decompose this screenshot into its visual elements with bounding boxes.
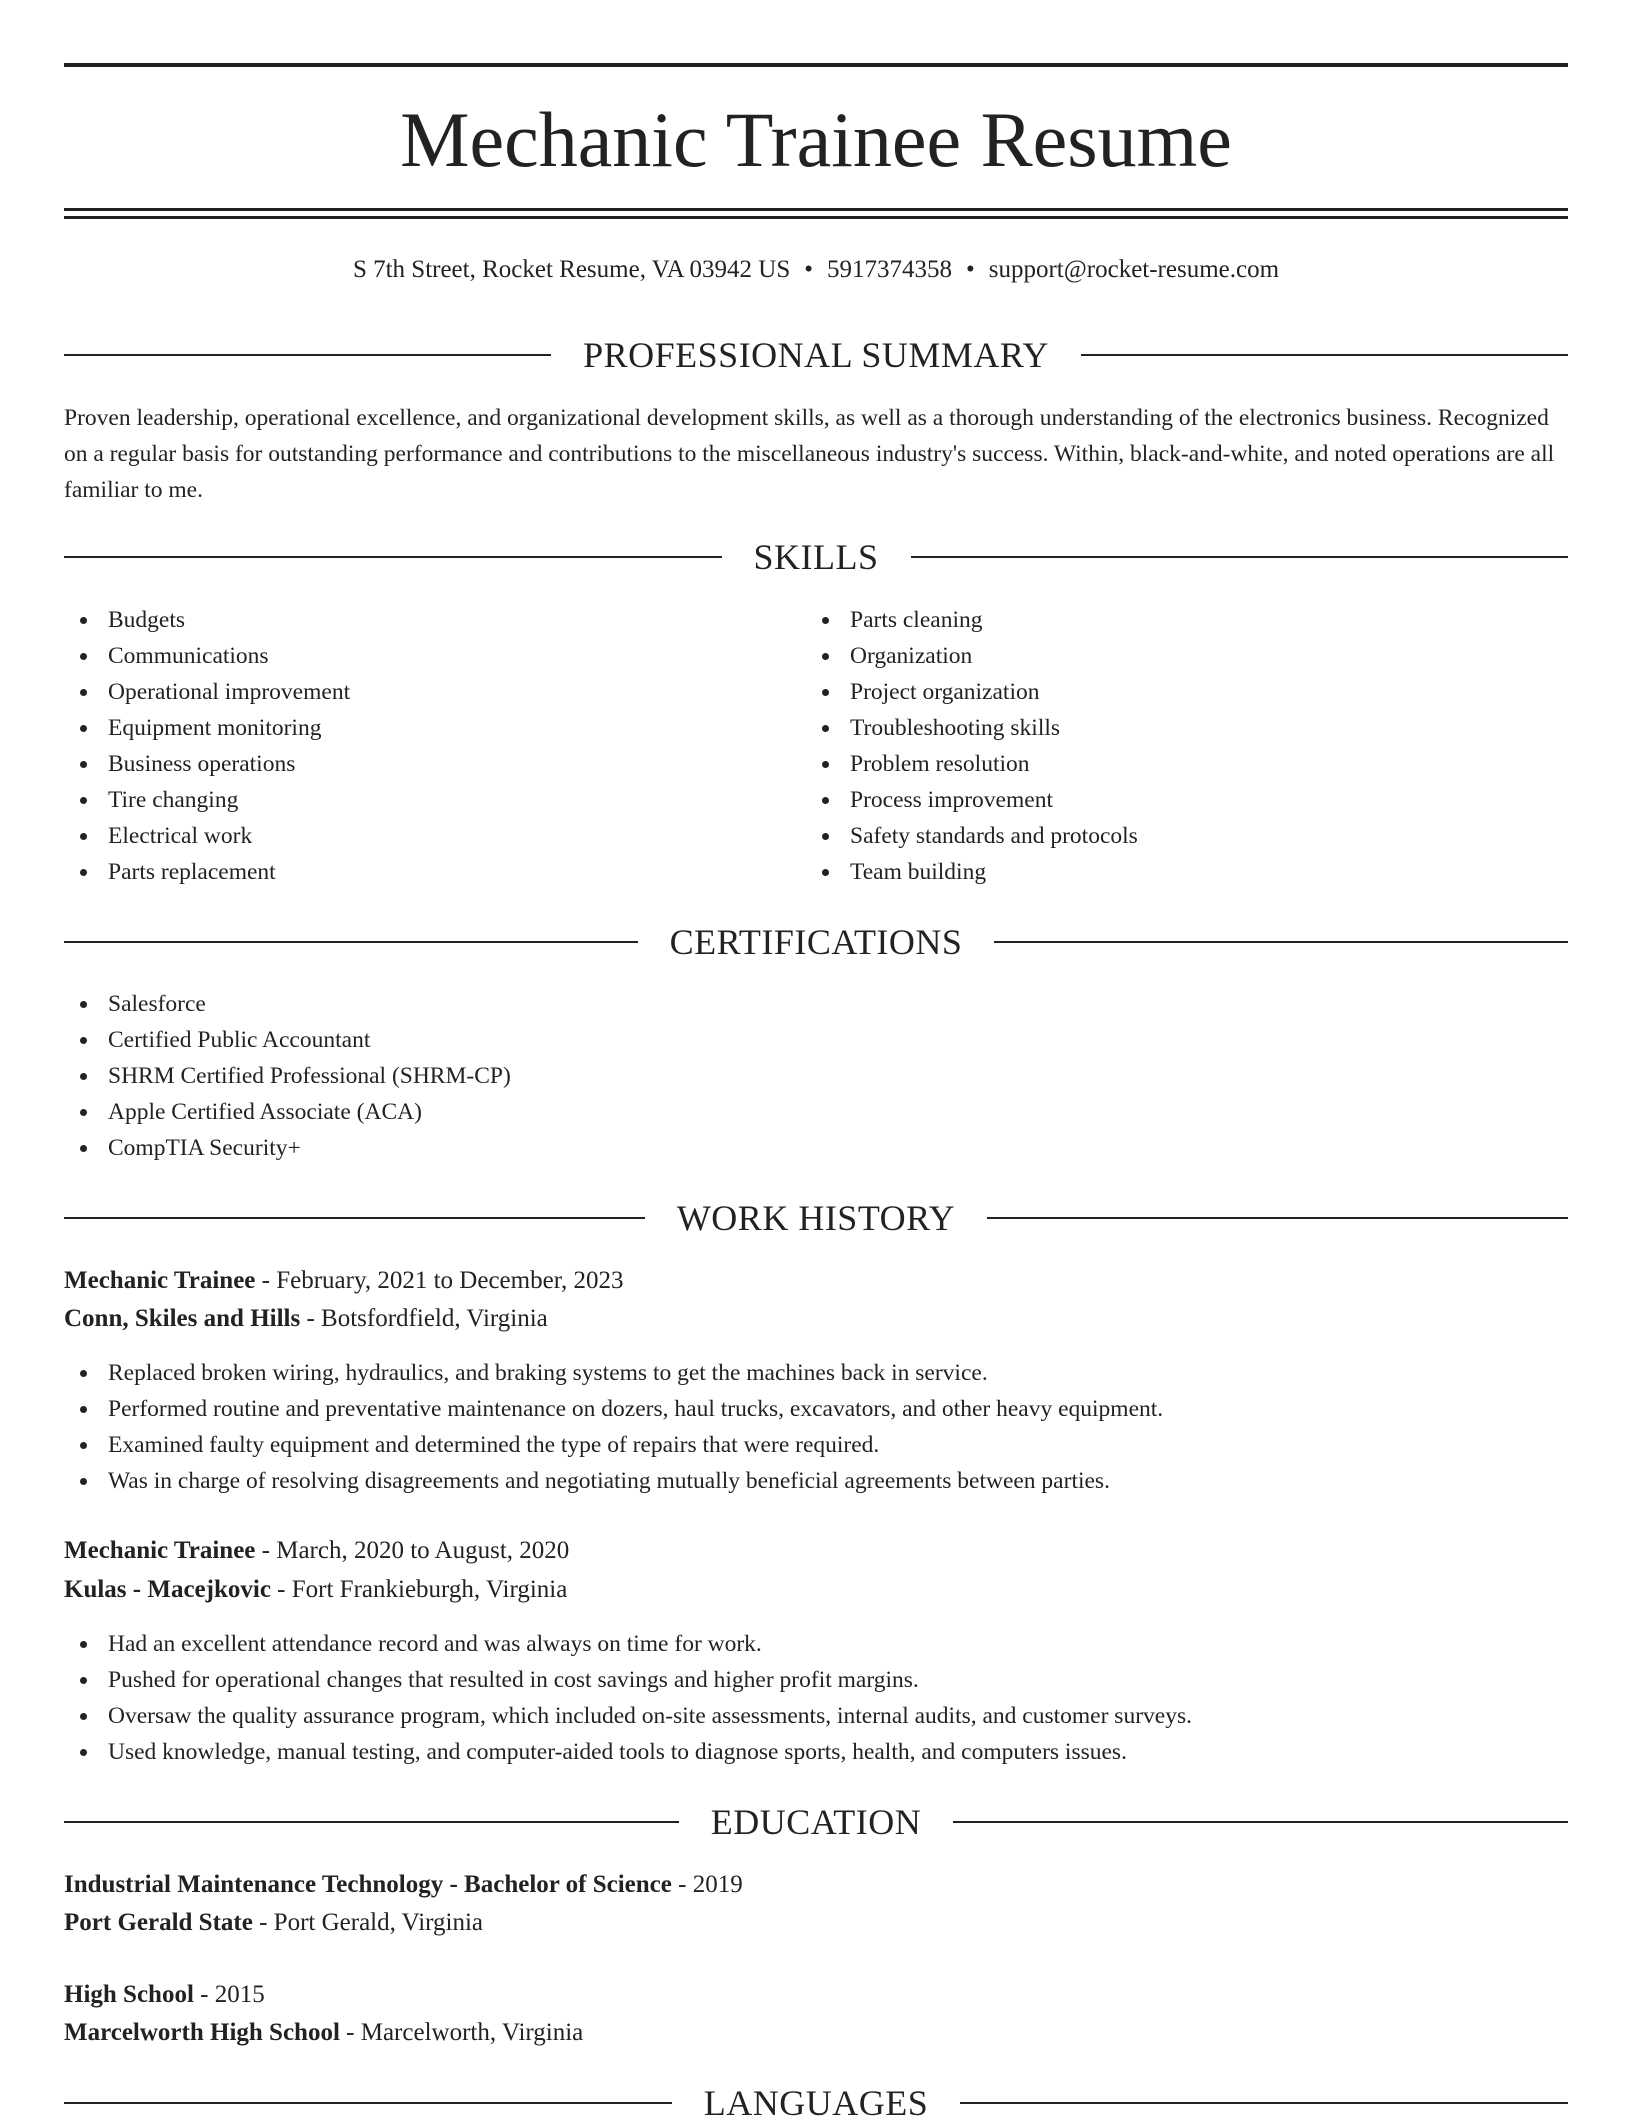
skills-list-right [806, 602, 1138, 890]
skill-item: Budgets [64, 602, 350, 638]
dash: - [252, 1909, 274, 1936]
resume-title: Mechanic Trainee Resume [400, 96, 1232, 183]
heading-rule [64, 941, 638, 943]
certification-item: Salesforce [64, 986, 511, 1022]
contact-phone: 5917374358 [826, 256, 952, 283]
summary-text: Proven leadership, operational excellence, and organizational development skills, as well as a thorough understanding of the electronics business. Recognized on a regular basis for outstanding performance and contributions to the miscellaneous industry's success. Within, black-and-white, and noted operations are all familiar to me. [64, 405, 1555, 503]
skill-item: Equipment monitoring [64, 710, 350, 746]
skill-item: Team building [806, 854, 1138, 890]
skill-item: Troubleshooting skills [806, 710, 1138, 746]
job-title: Mechanic Trainee [64, 1267, 256, 1294]
skill-item: Communications [64, 638, 350, 674]
certification-item: Certified Public Accountant [64, 1022, 511, 1058]
section-heading-work-history [64, 1196, 1568, 1240]
education-school: Port Gerald State [64, 1909, 253, 1936]
education-year: 2015 [214, 1981, 265, 2008]
contact-email: support@rocket-resume.com [988, 256, 1280, 283]
heading-rule [64, 556, 722, 558]
heading-rule [64, 1217, 645, 1219]
heading-rule [64, 1821, 679, 1823]
job-bullet: Had an excellent attendance record and was always on time for work. [64, 1626, 1192, 1662]
certification-item: Apple Certified Associate (ACA) [64, 1094, 511, 1130]
section-heading-languages [64, 2081, 1568, 2125]
education-school-line [64, 2014, 1568, 2052]
job-dates: February, 2021 to December, 2023 [276, 1267, 624, 1294]
contact-address: S 7th Street, Rocket Resume, VA 03942 US [352, 256, 791, 283]
certifications-list [64, 986, 511, 1166]
heading-rule [987, 1217, 1568, 1219]
job-company-line [64, 1571, 1568, 1609]
skill-item: Tire changing [64, 782, 350, 818]
section-title: SKILLS [753, 537, 879, 577]
job-title-line [64, 1262, 1568, 1300]
section-title: PROFESSIONAL SUMMARY [583, 335, 1049, 375]
heading-rule [960, 2102, 1568, 2104]
skill-item: Electrical work [64, 818, 350, 854]
dash: - [300, 1305, 322, 1332]
heading-rule [953, 1821, 1568, 1823]
section-heading-skills [64, 535, 1568, 579]
section-heading-certifications [64, 920, 1568, 964]
education-school-line [64, 1904, 1568, 1942]
heading-rule [1081, 354, 1568, 356]
heading-rule [64, 354, 551, 356]
job-company: Conn, Skiles and Hills [64, 1305, 301, 1332]
section-title: CERTIFICATIONS [669, 922, 963, 962]
contact-separator: • [804, 256, 813, 283]
section-title: LANGUAGES [703, 2083, 929, 2123]
heading-rule [911, 556, 1569, 558]
dash: - [255, 1537, 277, 1564]
contact-line [64, 253, 1568, 287]
section-title: WORK HISTORY [676, 1198, 956, 1238]
education-school: Marcelworth High School [64, 2019, 340, 2046]
certification-item: SHRM Certified Professional (SHRM-CP) [64, 1058, 511, 1094]
dash: - [339, 2019, 361, 2046]
job-title: Mechanic Trainee [64, 1537, 256, 1564]
education-location: Marcelworth, Virginia [360, 2019, 584, 2046]
skill-item: Parts cleaning [806, 602, 1138, 638]
header-top-rule [64, 63, 1568, 67]
skill-item: Parts replacement [64, 854, 350, 890]
job-location: Fort Frankieburgh, Virginia [291, 1576, 568, 1603]
job-company: Kulas - Macejkovic [64, 1576, 271, 1603]
dash: - [671, 1871, 693, 1898]
skill-item: Safety standards and protocols [806, 818, 1138, 854]
section-heading-summary [64, 333, 1568, 377]
education-year: 2019 [692, 1871, 743, 1898]
job-bullet: Used knowledge, manual testing, and computer-aided tools to diagnose sports, health, and computers issues. [64, 1734, 1192, 1770]
skill-item: Project organization [806, 674, 1138, 710]
header-double-rule-top [64, 208, 1568, 211]
certification-item: CompTIA Security+ [64, 1130, 511, 1166]
education-location: Port Gerald, Virginia [273, 1909, 484, 1936]
heading-rule [994, 941, 1568, 943]
job-bullet: Performed routine and preventative maintenance on dozers, haul trucks, excavators, and other heavy equipment. [64, 1391, 1163, 1427]
header-double-rule-bottom [64, 216, 1568, 219]
skills-list-left [64, 602, 350, 890]
contact-separator: • [965, 256, 975, 283]
skill-item: Operational improvement [64, 674, 350, 710]
skill-item: Business operations [64, 746, 350, 782]
dash: - [270, 1576, 292, 1603]
dash: - [193, 1981, 215, 2008]
education-degree-line [64, 1976, 1568, 2014]
job-dates: March, 2020 to August, 2020 [276, 1537, 570, 1564]
education-degree: High School [64, 1981, 194, 2008]
job-company-line [64, 1300, 1568, 1338]
skill-item: Organization [806, 638, 1138, 674]
job-bullets [64, 1355, 1163, 1499]
skill-item: Process improvement [806, 782, 1138, 818]
skill-item: Problem resolution [806, 746, 1138, 782]
job-bullet: Pushed for operational changes that resulted in cost savings and higher profit margins. [64, 1662, 1192, 1698]
dash: - [255, 1267, 277, 1294]
job-bullet: Examined faulty equipment and determined the type of repairs that were required. [64, 1427, 1163, 1463]
job-bullet: Replaced broken wiring, hydraulics, and braking systems to get the machines back in service. [64, 1355, 1163, 1391]
section-heading-education [64, 1800, 1568, 1844]
heading-rule [64, 2102, 672, 2104]
job-bullets [64, 1626, 1192, 1770]
job-bullet: Was in charge of resolving disagreements and negotiating mutually beneficial agreements between parties. [64, 1463, 1163, 1499]
section-title: EDUCATION [710, 1802, 922, 1842]
education-degree: Industrial Maintenance Technology - Bachelor of Science [64, 1871, 672, 1898]
education-degree-line [64, 1866, 1568, 1904]
job-title-line [64, 1532, 1568, 1570]
job-bullet: Oversaw the quality assurance program, which included on-site assessments, internal audits, and customer surveys. [64, 1698, 1192, 1734]
job-location: Botsfordfield, Virginia [321, 1305, 548, 1332]
